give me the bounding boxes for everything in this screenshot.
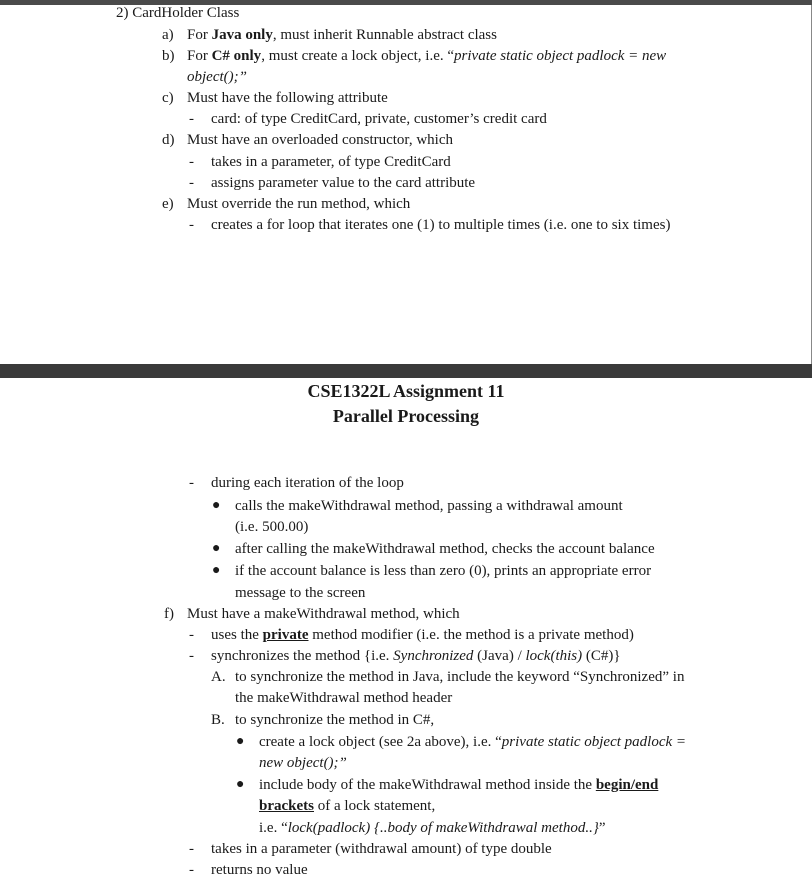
item-b-cont: object();”	[187, 69, 247, 85]
item-b-text: For C# only, must create a lock object, i.e. “private static object padlock = new	[187, 48, 667, 64]
item-f-sub1: uses the private method modifier (i.e. the method is a private method)	[211, 627, 634, 643]
item-B-sub1-cont: new object();”	[259, 755, 347, 771]
item-f-label: f)	[164, 606, 174, 622]
page-divider	[0, 364, 812, 378]
item-e-text: Must override the run method, which	[187, 196, 411, 212]
item-B-sub1: create a lock object (see 2a above), i.e. “private static object padlock =	[259, 734, 687, 750]
item-a-label: a)	[162, 27, 174, 43]
item-f-text: Must have a makeWithdrawal method, which	[187, 606, 460, 622]
item-f-sub2: synchronizes the method {i.e. Synchronized (Java) / lock(this) (C#)}	[211, 648, 621, 664]
item-A-text: to synchronize the method in Java, include the keyword “Synchronized” in	[235, 669, 685, 685]
bullet-marker: ●	[212, 563, 221, 578]
dash-marker: -	[189, 111, 194, 127]
document-subtitle: Parallel Processing	[332, 406, 480, 426]
dash-marker: -	[189, 841, 194, 857]
bullet-marker: ●	[212, 498, 221, 513]
item-c-text: Must have the following attribute	[187, 90, 388, 106]
item-c-sub1: card: of type CreditCard, private, customer’s credit card	[211, 111, 547, 127]
item-d-label: d)	[162, 132, 175, 148]
item-B-sub2: include body of the makeWithdrawal method inside the begin/end	[259, 777, 659, 793]
bullet-marker: ●	[236, 734, 245, 749]
item-a-text: For Java only, must inherit Runnable abstract class	[187, 27, 497, 43]
item-B-sub2-code: i.e. “lock(padlock) {..body of makeWithdrawal method..}”	[259, 820, 606, 836]
item-B-sub2-cont: brackets of a lock statement,	[259, 798, 436, 814]
dash-marker: -	[189, 862, 194, 878]
item-B-text: to synchronize the method in C#,	[235, 712, 435, 728]
bullet-marker: ●	[212, 541, 221, 556]
item-d-sub2: assigns parameter value to the card attribute	[211, 175, 476, 191]
document-title: CSE1322L Assignment 11	[307, 381, 505, 401]
item-d-text: Must have an overloaded constructor, which	[187, 132, 453, 148]
dash-marker: -	[189, 154, 194, 170]
item-d-sub1: takes in a parameter, of type CreditCard	[211, 154, 451, 170]
item-f-sub3: takes in a parameter (withdrawal amount) of type double	[211, 841, 552, 857]
item-e-label: e)	[162, 196, 174, 212]
item-A-cont: the makeWithdrawal method header	[235, 690, 453, 706]
item-e-sub1: creates a for loop that iterates one (1) to multiple times (i.e. one to six times)	[211, 217, 671, 233]
loop-item-3-cont: message to the screen	[235, 585, 366, 601]
item-B-label: B.	[211, 712, 225, 728]
item-f-sub4: returns no value	[211, 862, 308, 878]
loop-item-2: after calling the makeWithdrawal method, checks the account balance	[235, 541, 655, 557]
dash-marker: -	[189, 175, 194, 191]
loop-item-3: if the account balance is less than zero (0), prints an appropriate error	[235, 563, 652, 579]
dash-marker: -	[189, 475, 194, 491]
dash-marker: -	[189, 627, 194, 643]
dash-marker: -	[189, 648, 194, 664]
loop-item-1: calls the makeWithdrawal method, passing a withdrawal amount	[235, 498, 623, 514]
section-heading: 2) CardHolder Class	[116, 5, 240, 21]
item-b-label: b)	[162, 48, 175, 64]
loop-item-1-cont: (i.e. 500.00)	[235, 519, 309, 535]
item-A-label: A.	[211, 669, 226, 685]
bullet-marker: ●	[236, 777, 245, 792]
loop-text: during each iteration of the loop	[211, 475, 404, 491]
item-c-label: c)	[162, 90, 174, 106]
dash-marker: -	[189, 217, 194, 233]
